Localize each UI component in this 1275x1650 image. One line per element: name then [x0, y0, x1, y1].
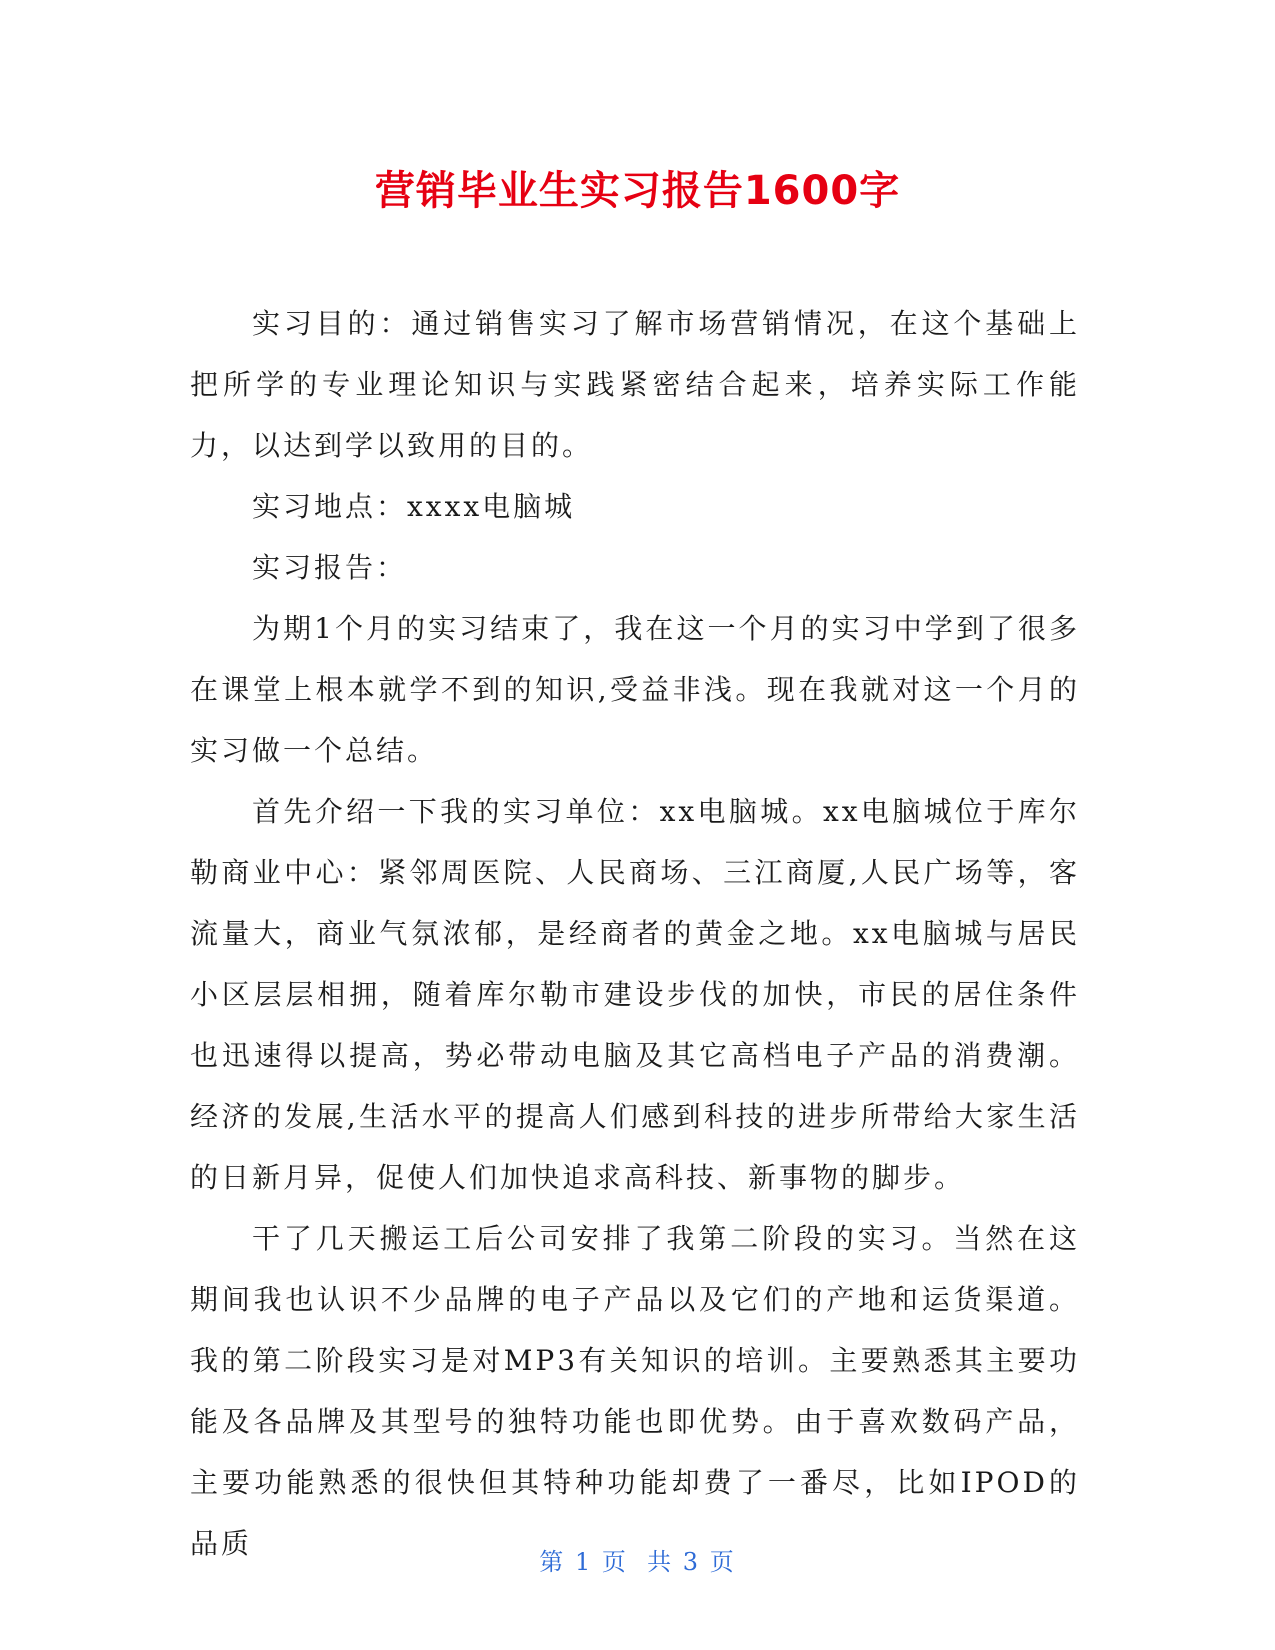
paragraph-purpose: 实习目的：通过销售实习了解市场营销情况，在这个基础上把所学的专业理论知识与实践紧密结合起来，培养实际工作能力，以达到学以致用的目的。: [190, 307, 1080, 462]
footer-total-pages: 3: [682, 1548, 701, 1576]
paragraph-company-intro: 首先介绍一下我的实习单位：xx电脑城。xx电脑城位于库尔勒商业中心：紧邻周医院、人民商场、三江商厦,人民广场等，客流量大，商业气氛浓郁，是经商者的黄金之地。xx电脑城与居民小区层层相拥，随着库尔勒市建设步伐的加快，市民的居住条件也迅速得以提高，势必带动电脑及其它高档电子产品的消费潮。经济的发展,生活水平的提高人们感到科技的进步所带给大家生活的日新月异，促使人们加快追求高科技、新事物的脚步。: [190, 795, 1080, 1194]
paragraph-location: 实习地点：xxxx电脑城: [252, 490, 576, 523]
footer-current-page: 1: [574, 1548, 593, 1576]
document-body: [190, 293, 1080, 1574]
footer-label-of: 页 共: [601, 1548, 674, 1576]
footer-label-end: 页: [709, 1548, 736, 1576]
page-footer: [0, 1546, 1275, 1578]
paragraph-report-heading: 实习报告：: [252, 551, 408, 584]
document-title: 营销毕业生实习报告1600字: [374, 168, 901, 214]
paragraph-second-stage: 干了几天搬运工后公司安排了我第二阶段的实习。当然在这期间我也认识不少品牌的电子产品以及它们的产地和运货渠道。我的第二阶段实习是对MP3有关知识的培训。主要熟悉其主要功能及各品牌及其型号的独特功能也即优势。由于喜欢数码产品，主要功能熟悉的很快但其特种功能却费了一番尽，比如IPOD的品质: [190, 1222, 1080, 1560]
footer-label-page: 第: [539, 1548, 566, 1576]
paragraph-summary: 为期1个月的实习结束了，我在这一个月的实习中学到了很多在课堂上根本就学不到的知识,受益非浅。现在我就对这一个月的实习做一个总结。: [190, 612, 1080, 767]
